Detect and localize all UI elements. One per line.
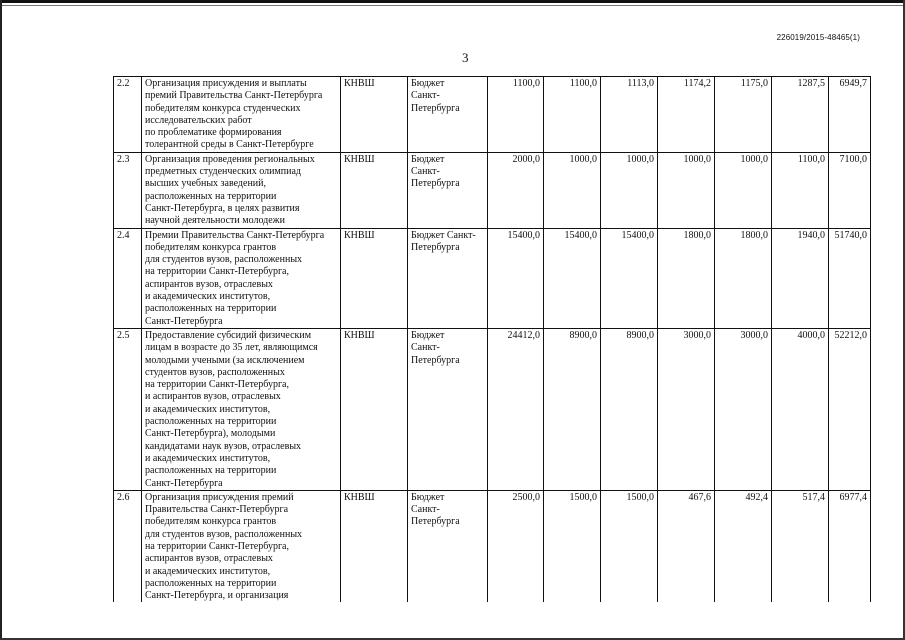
- description-cell: Организация присуждения премий Правительства Санкт-Петербурга победителям конкурса грантов для студентов вузов, расположенных на территории Санкт-Петербурга, аспирантов вузов, отраслевых и академических институтов, расположенных на территории Санкт-Петербурга, и организация: [142, 490, 341, 602]
- scan-edge-top: [0, 0, 905, 3]
- amount-cell: 492,4: [715, 490, 772, 602]
- item-number-cell: 2.5: [114, 328, 142, 490]
- amount-cell: 4000,0: [772, 328, 829, 490]
- amount-cell: 1500,0: [601, 490, 658, 602]
- amount-cell: 6977,4: [829, 490, 871, 602]
- amount-cell: 1100,0: [544, 77, 601, 153]
- amount-cell: 1000,0: [658, 152, 715, 228]
- executor-cell: КНВШ: [341, 152, 408, 228]
- amount-cell: 3000,0: [658, 328, 715, 490]
- amount-cell: 15400,0: [488, 228, 544, 328]
- amount-cell: 1113,0: [601, 77, 658, 153]
- amount-cell: 467,6: [658, 490, 715, 602]
- funding-source-cell: Бюджет Санкт- Петербурга: [408, 77, 488, 153]
- amount-cell: 1800,0: [715, 228, 772, 328]
- executor-cell: КНВШ: [341, 77, 408, 153]
- amount-cell: 1000,0: [715, 152, 772, 228]
- item-number-cell: 2.4: [114, 228, 142, 328]
- amount-cell: 1500,0: [544, 490, 601, 602]
- executor-cell: КНВШ: [341, 490, 408, 602]
- amount-cell: 8900,0: [544, 328, 601, 490]
- funding-source-cell: Бюджет Санкт- Петербурга: [408, 228, 488, 328]
- amount-cell: 2500,0: [488, 490, 544, 602]
- amount-cell: 8900,0: [601, 328, 658, 490]
- item-number-cell: 2.2: [114, 77, 142, 153]
- amount-cell: 24412,0: [488, 328, 544, 490]
- funding-source-cell: Бюджет Санкт- Петербурга: [408, 152, 488, 228]
- amount-cell: 1000,0: [544, 152, 601, 228]
- description-cell: Премии Правительства Санкт-Петербурга победителям конкурса грантов для студентов вузов, расположенных на территории Санкт-Петербурга, аспирантов вузов, отраслевых и академических институтов, расположенных на территории Санкт-Петербурга: [142, 228, 341, 328]
- amount-cell: 2000,0: [488, 152, 544, 228]
- amount-cell: 1100,0: [772, 152, 829, 228]
- amount-cell: 517,4: [772, 490, 829, 602]
- amount-cell: 1940,0: [772, 228, 829, 328]
- executor-cell: КНВШ: [341, 228, 408, 328]
- table-row: [114, 490, 871, 602]
- table-row: [114, 228, 871, 328]
- item-number-cell: 2.6: [114, 490, 142, 602]
- page-number: 3: [462, 50, 469, 65]
- description-cell: Организация проведения региональных предметных студенческих олимпиад высших учебных заведений, расположенных на территории Санкт-Петербурга, в целях развития научной деятельности молодежи: [142, 152, 341, 228]
- executor-cell: КНВШ: [341, 328, 408, 490]
- amount-cell: 6949,7: [829, 77, 871, 153]
- amount-cell: 7100,0: [829, 152, 871, 228]
- amount-cell: 1175,0: [715, 77, 772, 153]
- scan-edge-left: [0, 0, 2, 640]
- description-cell: Предоставление субсидий физическим лицам в возрасте до 35 лет, являющимся молодыми учеными (за исключением студентов вузов, расположенных на территории Санкт-Петербурга, и аспирантов вузов, отраслевых и академических институтов, расположенных на территории Санкт-Петербурга), молодыми кандидатами наук вузов, отраслевых и академических институтов, расположенных на территории Санкт-Петербурга: [142, 328, 341, 490]
- item-number-cell: 2.3: [114, 152, 142, 228]
- table-body: [114, 77, 871, 603]
- amount-cell: 1287,5: [772, 77, 829, 153]
- scan-edge-top-line: [0, 5, 905, 6]
- funding-source-cell: Бюджет Санкт- Петербурга: [408, 328, 488, 490]
- program-table: [113, 76, 871, 602]
- table-row: [114, 152, 871, 228]
- amount-cell: 1800,0: [658, 228, 715, 328]
- table-row: [114, 328, 871, 490]
- amount-cell: 1000,0: [601, 152, 658, 228]
- amount-cell: 52212,0: [829, 328, 871, 490]
- amount-cell: 51740,0: [829, 228, 871, 328]
- amount-cell: 15400,0: [544, 228, 601, 328]
- amount-cell: 1174,2: [658, 77, 715, 153]
- amount-cell: 3000,0: [715, 328, 772, 490]
- document-id: 226019/2015-48465(1): [776, 33, 860, 42]
- description-cell: Организация присуждения и выплаты премий Правительства Санкт-Петербурга победителям конкурса студенческих исследовательских работ по проблематике формирования толерантной среды в Санкт-Петербурге: [142, 77, 341, 153]
- amount-cell: 1100,0: [488, 77, 544, 153]
- table-row: [114, 77, 871, 153]
- amount-cell: 15400,0: [601, 228, 658, 328]
- funding-source-cell: Бюджет Санкт- Петербурга: [408, 490, 488, 602]
